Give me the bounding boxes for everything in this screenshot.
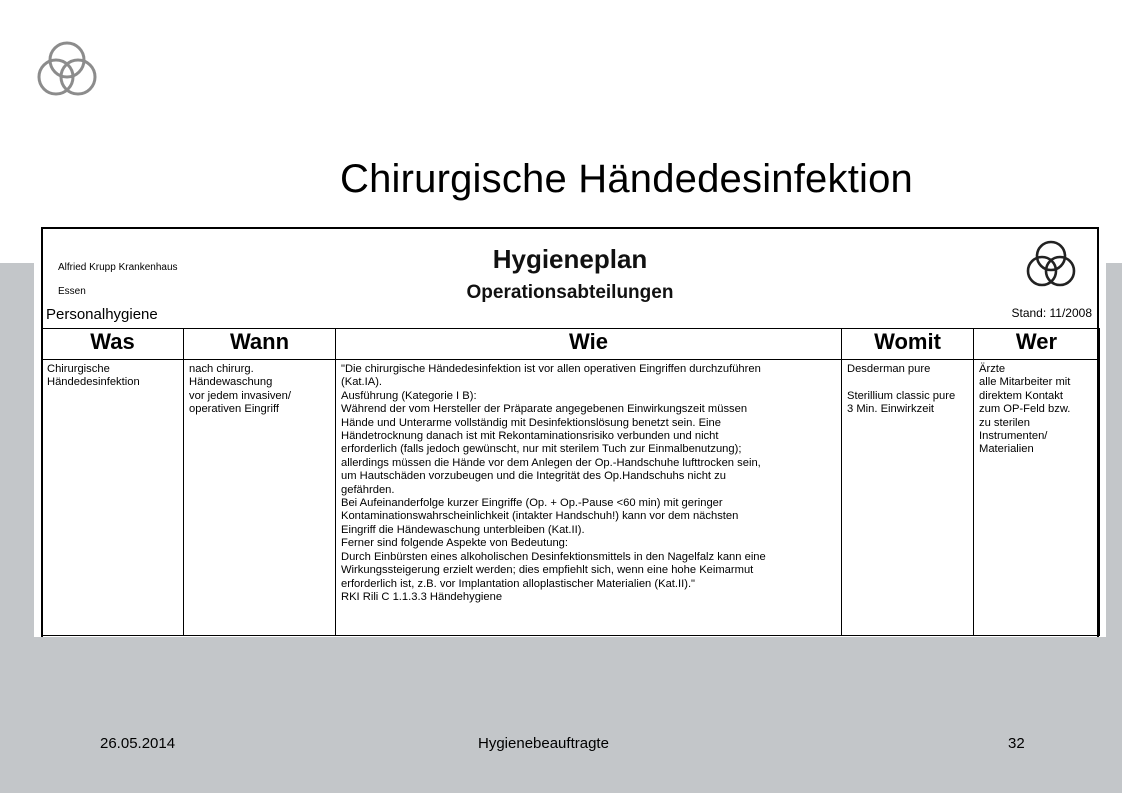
- cell-womit: [842, 360, 974, 636]
- stand-date: Stand: 11/2008: [1011, 306, 1092, 320]
- cell-line: allerdings müssen die Hände vor dem Anlegen der Op.-Handschuhe lufttrocken sein,: [341, 456, 761, 469]
- footer-author: Hygienebeauftragte: [478, 735, 609, 752]
- cell-line: nach chirurg.: [189, 363, 254, 375]
- column-header-wie: Wie: [336, 329, 842, 360]
- column-header-womit: Womit: [842, 329, 974, 360]
- cell-line: Händetrocknung danach ist mit Rekontaminationsrisiko verbunden und nicht: [341, 430, 719, 443]
- cell-line: Desderman pure: [847, 363, 931, 375]
- cell-line: operativen Eingriff: [189, 403, 279, 416]
- cell-line: Instrumenten/: [979, 430, 1048, 443]
- cell-line: Sterillium classic pure: [847, 389, 956, 402]
- cell-line: Während der vom Hersteller der Präparate angegebenen Einwirkungszeit müssen: [341, 403, 748, 416]
- cell-line: zum OP-Feld bzw.: [979, 403, 1071, 416]
- table-row: [42, 360, 1100, 636]
- hygiene-table: [41, 328, 1100, 636]
- cell-line: erforderlich ist, z.B. vor Implantation alloplastischer Materialien (Kat.II).": [341, 577, 696, 590]
- hospital-name: Alfried Krupp Krankenhaus: [58, 262, 178, 273]
- cell-line: alle Mitarbeiter mit: [979, 376, 1071, 389]
- cell-line: Bei Aufeinanderfolge kurzer Eingriffe (Op. + Op.-Pause <60 min) mit geringer: [341, 497, 723, 510]
- cell-line: [847, 376, 968, 389]
- plan-subtitle: Operationsabteilungen: [466, 282, 674, 303]
- section-label: Personalhygiene: [46, 306, 158, 323]
- cell-line: zu sterilen: [979, 416, 1030, 429]
- cell-line: 3 Min. Einwirkzeit: [847, 403, 935, 416]
- cell-wie: [336, 360, 842, 636]
- three-circles-logo-icon: [1022, 238, 1080, 290]
- cell-line: Händewaschung: [189, 376, 273, 389]
- cell-line: vor jedem invasiven/: [189, 389, 291, 402]
- cell-wer: [974, 360, 1100, 636]
- cell-line: Materialien: [979, 443, 1034, 456]
- cell-line: Kontaminationswahrscheinlichkeit (intakter Handschuh!) kann vor dem nächsten: [341, 510, 739, 523]
- cell-line: um Hautschäden vorzubeugen und die Integrität des Op.Handschuhs nicht zu: [341, 470, 726, 483]
- column-header-wann: Wann: [184, 329, 336, 360]
- cell-line: Ferner sind folgende Aspekte von Bedeutung:: [341, 537, 569, 550]
- slide-title: Chirurgische Händedesinfektion: [340, 157, 913, 201]
- cell-line: Chirurgische: [47, 363, 110, 375]
- cell-line: Durch Einbürsten eines alkoholischen Desinfektionsmittels in den Nagelfalz kann eine: [341, 550, 766, 563]
- cell-line: Wirkungssteigerung erzielt werden; dies empfiehlt sich, wenn eine hohe Keimarmut: [341, 564, 754, 577]
- hospital-city: Essen: [58, 286, 86, 297]
- hygieneplan-document: [34, 224, 1106, 637]
- cell-wann: [184, 360, 336, 636]
- cell-line: Eingriff die Händewaschung unterbleiben (Kat.II).: [341, 523, 585, 536]
- column-header-wer: Wer: [974, 329, 1100, 360]
- cell-line: Händedesinfektion: [47, 376, 140, 389]
- plan-title: Hygieneplan: [492, 244, 648, 274]
- cell-line: (Kat.IA).: [341, 376, 383, 389]
- cell-line: "Die chirurgische Händedesinfektion ist vor allen operativen Eingriffen durchzuführen: [341, 363, 761, 375]
- table-header-row: [42, 329, 1100, 360]
- cell-was: [42, 360, 184, 636]
- cell-line: erforderlich (falls jedoch gewünscht, nur mit sterilem Tuch zur Einmalbenutzung);: [341, 443, 742, 456]
- footer-date: 26.05.2014: [100, 735, 176, 752]
- cell-line: Hände und Unterarme vollständig mit Desinfektionslösung benetzt sein. Eine: [341, 416, 721, 429]
- cell-line: Ärzte: [979, 363, 1006, 375]
- three-circles-logo-icon: [34, 38, 100, 100]
- page-number: 32: [1008, 735, 1025, 752]
- column-header-was: Was: [42, 329, 184, 360]
- cell-line: gefährden.: [341, 483, 395, 496]
- cell-line: direktem Kontakt: [979, 389, 1063, 402]
- cell-line: RKI Rili C 1.1.3.3 Händehygiene: [341, 590, 503, 603]
- cell-line: Ausführung (Kategorie I B):: [341, 389, 477, 402]
